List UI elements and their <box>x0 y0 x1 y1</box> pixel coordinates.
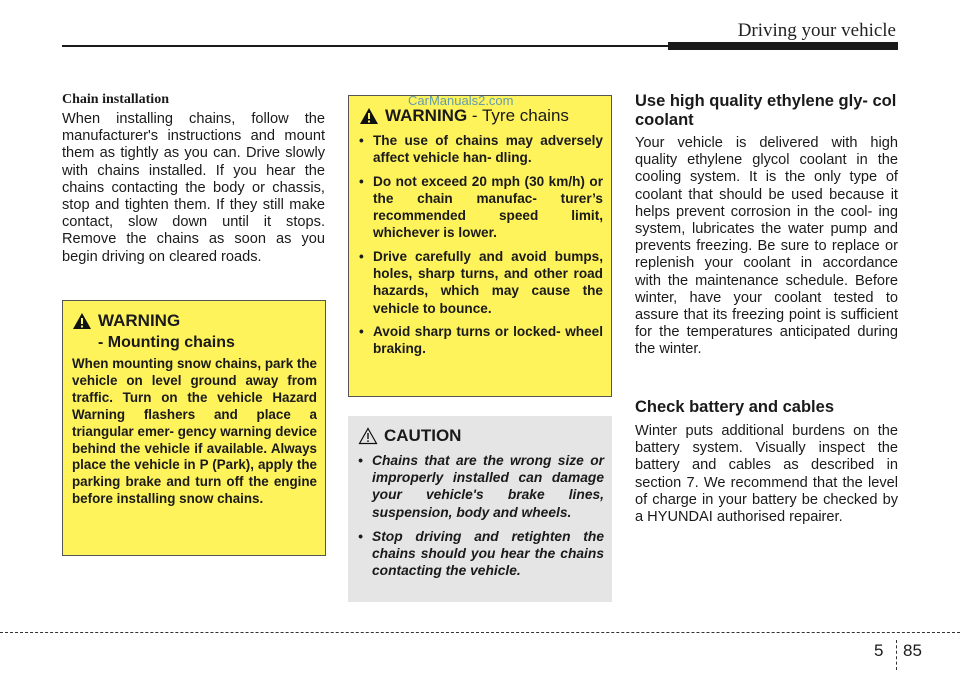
caution-list <box>358 452 604 579</box>
battery-body: Winter puts additional burdens on the battery system. Visually inspect the battery and cables as described in section 7. We recommend that the level of charge in your battery be checked by a HYUNDAI authorised repairer. <box>635 423 898 526</box>
coolant-body: Your vehicle is delivered with high quality ethylene glycol coolant in the cooling system. It is the only type of coolant that should be used because it helps prevent corrosion in the cool- ing system, lubricates the water pump and prevents freezing. Be sure to replace or replenish your coolant in accordance with the maintenance schedule. Before winter, have your coolant tested to assure that its freezing point is sufficient for the temperatures anticipated during the winter. <box>635 135 898 358</box>
warning-mounting-title: WARNING <box>98 311 181 330</box>
warning-mounting-subtitle: - Mounting chains <box>98 334 235 351</box>
watermark: CarManuals2.com <box>408 93 514 108</box>
warning-tyre-title: WARNING <box>385 106 468 125</box>
warning-tyre-list <box>359 132 603 358</box>
warning-tyre-subtitle: - Tyre chains <box>467 106 569 125</box>
warning-tyre-chains-box <box>348 95 612 397</box>
caution-triangle-icon <box>358 427 378 445</box>
warning-triangle-icon <box>72 312 92 330</box>
warning-mounting-body: When mounting snow chains, park the vehicle on level ground away from traffic. Turn on the vehicle Hazard Warning flashers and place a triangular emer- gency warning device behind the vehicle if available. Always place the vehicle in P (Park), apply the parking brake and turn off the engine before installing snow chains. <box>72 356 317 507</box>
warning-triangle-icon <box>359 107 379 125</box>
footer-rule <box>0 632 960 633</box>
list-item: • Chains that are the wrong size or improperly installed can damage your vehicle's brake lines, suspension, body and wheels. <box>358 452 604 521</box>
caution-title: CAUTION <box>384 426 462 445</box>
list-item: • Stop driving and retighten the chains should you hear the chains contacting the vehicle. <box>358 528 604 580</box>
warning-mounting-chains-box <box>62 300 326 556</box>
battery-heading: Check battery and cables <box>635 398 834 416</box>
list-item: • The use of chains may adversely affect vehicle han- dling. <box>359 132 603 167</box>
chain-installation-body: When installing chains, follow the manufacturer's instructions and mount them as tightly as you can. Drive slowly with chains installed. If you hear the chains contacting the body or chassis, stop and tighten them. If they still make contact, slow down until it stops. Remove the chains as soon as you begin driving on cleared roads. <box>62 111 325 265</box>
page-number-divider <box>896 640 897 670</box>
list-item: • Drive carefully and avoid bumps, holes, sharp turns, and other road hazards, which may cause the vehicle to bounce. <box>359 248 603 317</box>
caution-box <box>348 416 612 602</box>
chain-installation-heading: Chain installation <box>62 92 169 107</box>
coolant-heading: Use high quality ethylene gly- col coolant <box>635 92 897 129</box>
page-number: 85 <box>903 641 922 660</box>
list-item: • Do not exceed 20 mph (30 km/h) or the chain manufac- turer’s recommended speed limit, whichever is lower. <box>359 173 603 242</box>
header-bar <box>668 42 898 50</box>
list-item: • Avoid sharp turns or locked- wheel braking. <box>359 323 603 358</box>
header-title: Driving your vehicle <box>737 20 896 41</box>
page-section-number: 5 <box>874 641 884 660</box>
